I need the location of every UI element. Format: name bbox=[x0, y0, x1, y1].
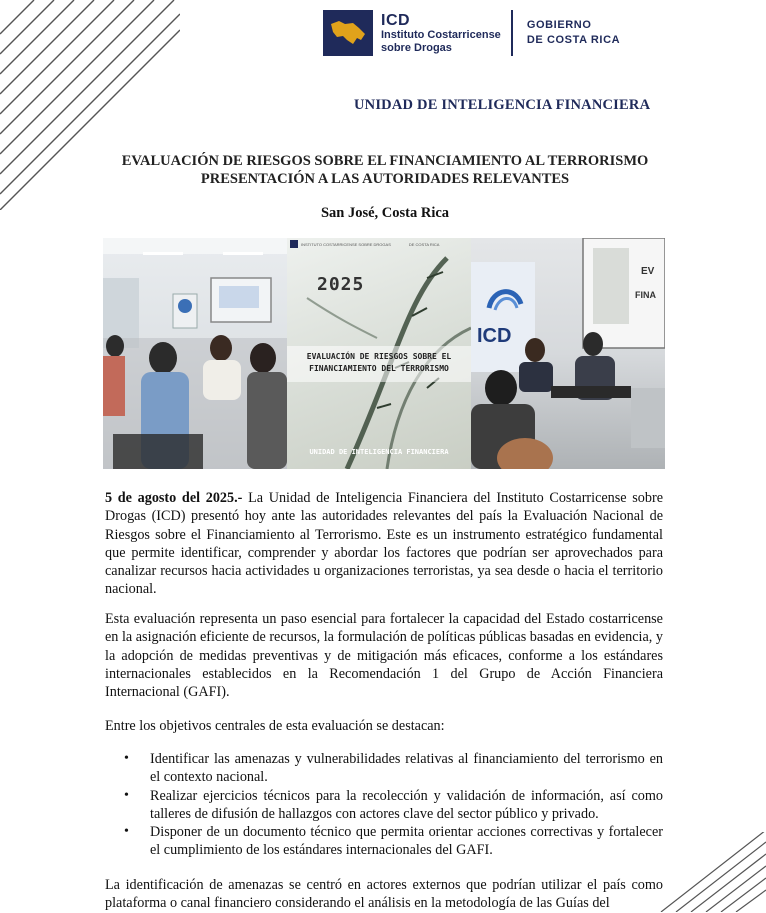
cover-bottom-text: UNIDAD DE INTELIGENCIA FINANCIERA bbox=[309, 448, 449, 456]
cover-title-line2: FINANCIAMIENTO DEL TERRORISMO bbox=[309, 364, 449, 373]
photo-presenters bbox=[471, 238, 665, 469]
government-logo-text bbox=[527, 18, 620, 48]
cover-head-left: INSTITUTO COSTARRICENSE SOBRE DROGAS bbox=[301, 241, 391, 247]
list-item: • Identificar las amenazas y vulnerabilidades relativas al financiamiento del terrorismo en el contexto nacional. bbox=[120, 750, 663, 787]
objectives-list bbox=[120, 750, 663, 860]
location-line: San José, Costa Rica bbox=[320, 205, 450, 221]
costa-rica-map-icon bbox=[323, 10, 373, 56]
list-item: • Realizar ejercicios técnicos para la recolección y validación de información, así como talleres de difusión de hallazgos con actores clave del sector público y privado. bbox=[120, 787, 663, 824]
icd-logo bbox=[323, 10, 373, 56]
list-item: • Disponer de un documento técnico que permita orientar acciones correctivas y fortalecer el cumplimiento de los estándares internacionales del GAFI. bbox=[120, 823, 663, 860]
cover-title-line1: EVALUACIÓN DE RIESGOS SOBRE EL bbox=[306, 352, 452, 361]
icd-logo-text bbox=[381, 12, 501, 55]
paragraph-evaluation: Esta evaluación representa un paso esencial para fortalecer la capacidad del Estado costarricense en la asignación eficiente de recursos, la formulación de políticas públicas basadas en evidencia, y la adopción de medidas preventivas y de mitigación más eficaces, conforme a los estándares internacionales establecidos en la Recomendación 1 del Grupo de Acción Financiera Internacional (GAFI). bbox=[105, 611, 663, 701]
cover-head-right: DE COSTA RICA bbox=[408, 241, 440, 247]
icd-name-line2: sobre Drogas bbox=[381, 41, 452, 54]
decorative-lines-bottom-right bbox=[656, 832, 766, 912]
presenters-illustration bbox=[471, 238, 665, 469]
header-divider bbox=[511, 10, 513, 56]
paragraph-objectives-intro: Entre los objetivos centrales de esta evaluación se destacan: bbox=[105, 718, 445, 734]
icd-abbreviation: ICD bbox=[381, 11, 411, 29]
paragraph-intro bbox=[105, 489, 663, 599]
svg-text:EV: EV bbox=[641, 266, 655, 277]
title-line2: PRESENTACIÓN A LAS AUTORIDADES RELEVANTES bbox=[200, 171, 570, 187]
cover-year: 2025 bbox=[317, 274, 365, 295]
photo-collage bbox=[103, 238, 665, 469]
paragraph-intro-text: La Unidad de Inteligencia Financiera del Instituto Costarricense sobre Drogas (ICD) presentó hoy ante las autoridades relevantes del país la Evaluación Nacional de Riesgos sobre el Financiamiento al Terrorismo. Este es un instrumento estratégico fundamental que permite identificar, comprender y abordar los factores que podrían ser aprovechados para canalizar recursos hacia actividades u organizaciones terroristas, ya sea desde o hacia el territorio nacional. bbox=[105, 490, 663, 598]
audience-illustration bbox=[103, 238, 287, 469]
cover-title bbox=[287, 346, 471, 382]
paragraph-threats: La identificación de amenazas se centró en actores externos que podrían utilizar el país como plataforma o canal financiero considerando el análisis en la metodología de las Guías del bbox=[105, 877, 663, 912]
unit-title: UNIDAD DE INTELIGENCIA FINANCIERA bbox=[354, 97, 651, 113]
svg-text:ICD: ICD bbox=[477, 325, 512, 347]
report-cover-image bbox=[287, 238, 471, 469]
svg-text:FINA: FINA bbox=[635, 290, 656, 300]
gov-line1: GOBIERNO bbox=[526, 19, 592, 31]
gov-line2: DE COSTA RICA bbox=[526, 34, 621, 46]
icd-name-line1: Instituto Costarricense bbox=[381, 28, 501, 41]
press-date: 5 de agosto del 2025.- bbox=[105, 490, 243, 506]
header-logos bbox=[323, 8, 620, 58]
photo-meeting-audience bbox=[103, 238, 287, 469]
title-line1: EVALUACIÓN DE RIESGOS SOBRE EL FINANCIAMIENTO AL TERRORISMO bbox=[121, 153, 649, 169]
document-title bbox=[90, 152, 680, 188]
